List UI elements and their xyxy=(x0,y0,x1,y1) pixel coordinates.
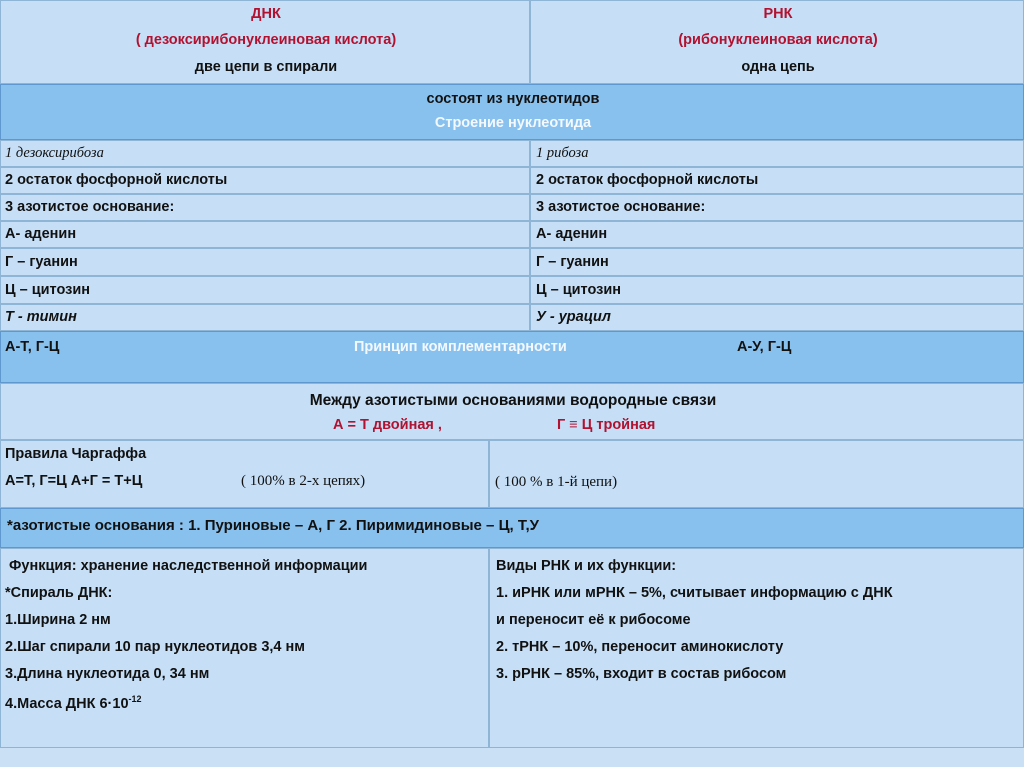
table-row xyxy=(0,194,530,221)
table-row xyxy=(530,140,1024,167)
dna-title: ДНК xyxy=(251,6,281,22)
rna-cell: Г – гуанин xyxy=(536,254,609,270)
double-bond: А = Т двойная , xyxy=(333,417,442,433)
rna-types-item: 2. тРНК – 10%, переносит аминокислоту xyxy=(496,639,784,655)
rna-full-name: (рибонуклеиновая кислота) xyxy=(678,32,878,48)
nucleotide-structure-title: Строение нуклеотида xyxy=(434,115,592,131)
rna-title: РНК xyxy=(763,6,793,22)
table-row xyxy=(530,221,1024,248)
table-row xyxy=(530,194,1024,221)
complementarity-band xyxy=(0,331,1024,383)
dna-spiral-title: *Спираль ДНК: xyxy=(5,585,113,601)
bases-band xyxy=(0,508,1024,548)
dna-spiral-item: 2.Шаг спирали 10 пар нуклеотидов 3,4 нм xyxy=(5,639,305,655)
dna-full-name: ( дезоксирибонуклеиновая кислота) xyxy=(135,32,397,48)
dna-function-title: Функция: хранение наследственной информации xyxy=(9,558,368,574)
rna-cell: 3 азотистое основание: xyxy=(536,199,706,215)
chargaff-rna-cell xyxy=(489,440,1024,508)
table-row xyxy=(530,304,1024,331)
dna-mass-exponent: -12 xyxy=(128,694,142,704)
dna-pairs: А-Т, Г-Ц xyxy=(5,339,60,355)
rna-cell: 1 рибоза xyxy=(536,145,589,161)
table-row xyxy=(530,276,1024,304)
rna-types-item: 1. иРНК или мРНК – 5%, считывает информацию с ДНК xyxy=(496,585,893,601)
table-row xyxy=(0,276,530,304)
chargaff-cell xyxy=(0,440,489,508)
chargaff-rna-note: ( 100 % в 1-й цепи) xyxy=(495,474,618,490)
table-row xyxy=(0,248,530,276)
dna-header-cell xyxy=(0,0,530,84)
nucleotides-line: состоят из нуклеотидов xyxy=(426,91,600,107)
rna-types-cell xyxy=(489,548,1024,748)
hydrogen-bonds-cell xyxy=(0,383,1024,440)
chargaff-dna-note: ( 100% в 2-х цепях) xyxy=(241,473,366,489)
dna-cell: Ц – цитозин xyxy=(5,282,90,298)
rna-chains: одна цепь xyxy=(741,59,815,75)
rna-cell: А- аденин xyxy=(536,226,608,242)
table-row xyxy=(530,167,1024,194)
dna-cell: А- аденин xyxy=(5,226,77,242)
dna-chains: две цепи в спирали xyxy=(194,59,338,75)
table-row xyxy=(0,304,530,331)
rna-types-item: 3. рРНК – 85%, входит в состав рибосом xyxy=(496,666,787,682)
rna-types-item: и переносит её к рибосоме xyxy=(496,612,691,628)
dna-mass-item xyxy=(5,694,142,712)
dna-cell: Г – гуанин xyxy=(5,254,78,270)
rna-cell: Ц – цитозин xyxy=(536,282,621,298)
rna-pairs: А-У, Г-Ц xyxy=(737,339,792,355)
triple-bond: Г ≡ Ц тройная xyxy=(557,417,656,433)
dna-cell: Т - тимин xyxy=(5,309,77,325)
chargaff-title: Правила Чаргаффа xyxy=(5,446,147,462)
table-row xyxy=(530,248,1024,276)
rna-cell: У - урацил xyxy=(536,309,611,325)
rna-header-cell xyxy=(530,0,1024,84)
dna-spiral-item: 1.Ширина 2 нм xyxy=(5,612,111,628)
bases-text: *азотистые основания : 1. Пуриновые – А, Г 2. Пиримидиновые – Ц, Т,У xyxy=(7,517,540,534)
dna-mass-text: 4.Масса ДНК 6·10 xyxy=(5,695,129,712)
nucleotides-band xyxy=(0,84,1024,140)
dna-function-cell xyxy=(0,548,489,748)
table-row xyxy=(0,167,530,194)
chargaff-rules: А=Т, Г=Ц А+Г = Т+Ц xyxy=(5,473,143,489)
table-row xyxy=(0,221,530,248)
dna-cell: 2 остаток фосфорной кислоты xyxy=(5,172,228,188)
rna-cell: 2 остаток фосфорной кислоты xyxy=(536,172,759,188)
complementarity-title: Принцип комплементарности xyxy=(354,339,567,355)
hydrogen-bonds-title: Между азотистыми основаниями водородные связи xyxy=(309,392,717,409)
table-row xyxy=(0,140,530,167)
rna-types-title: Виды РНК и их функции: xyxy=(496,558,677,574)
dna-cell: 3 азотистое основание: xyxy=(5,199,175,215)
dna-spiral-item: 3.Длина нуклеотида 0, 34 нм xyxy=(5,666,210,682)
dna-cell: 1 дезоксирибоза xyxy=(5,145,104,161)
